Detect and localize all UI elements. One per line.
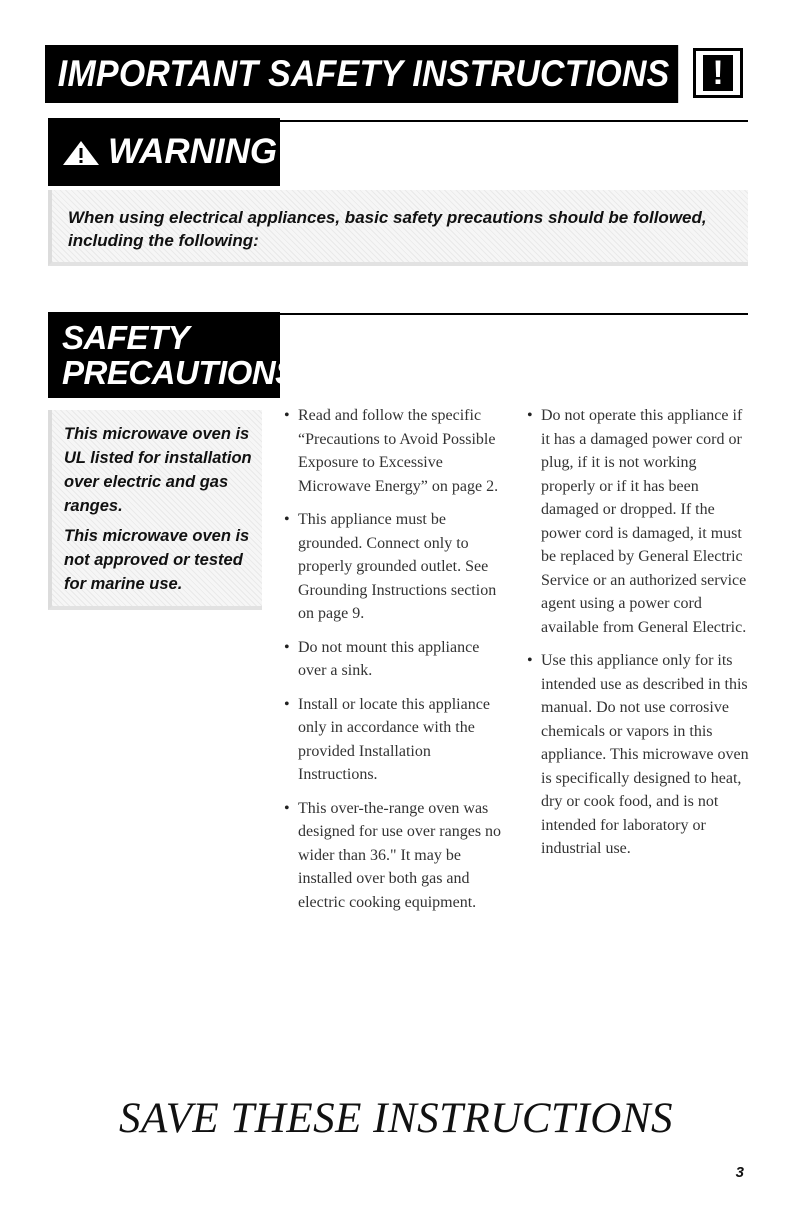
alert-icon bbox=[693, 48, 743, 98]
list-item: • This appliance must be grounded. Connect only to properly grounded outlet. See Grounding Instructions section on page 9. bbox=[282, 508, 510, 626]
list-item: • Use this appliance only for its intended use as described in this manual. Do not use corrosive chemicals or vapors in this appliance. This microwave oven is specifically designed to heat, dry or cook food, and is not intended for laboratory or industrial use. bbox=[525, 649, 753, 861]
list-item: • Do not mount this appliance over a sink. bbox=[282, 636, 510, 683]
precautions-column-1 bbox=[282, 404, 510, 924]
page-banner-title: IMPORTANT SAFETY INSTRUCTIONS bbox=[45, 45, 678, 103]
page-number: 3 bbox=[735, 1164, 744, 1181]
safety-title-line2: PRECAUTIONS bbox=[62, 354, 297, 391]
warning-heading bbox=[48, 118, 280, 186]
list-item: • This over-the-range oven was designed for use over ranges no wider than 36." It may be installed over both gas and electric cooking equipment. bbox=[282, 797, 510, 915]
sidebar-note-paragraph: This microwave oven is not approved or tested for marine use. bbox=[64, 527, 250, 593]
sidebar-note bbox=[48, 410, 262, 610]
warning-triangle-icon bbox=[62, 140, 100, 166]
exclamation-icon: ! bbox=[703, 55, 733, 91]
sidebar-note-paragraph: This microwave oven is UL listed for installation over electric and gas ranges. bbox=[64, 425, 252, 515]
warning-intro-text: When using electrical appliances, basic safety precautions should be followed, including the following: bbox=[48, 190, 748, 266]
precautions-column-2 bbox=[525, 404, 753, 871]
list-item: • Do not operate this appliance if it has a damaged power cord or plug, if it is not working properly or if it has been damaged or dropped. If the power cord is damaged, it must be replaced by General Electric Service or an authorized service agent using a power cord available from General Electric. bbox=[525, 404, 753, 639]
safety-precautions-heading bbox=[48, 312, 297, 398]
safety-rule-divider bbox=[280, 313, 748, 315]
list-item: • Read and follow the specific “Precautions to Avoid Possible Exposure to Excessive Microwave Energy” on page 2. bbox=[282, 404, 510, 498]
save-instructions-footer: SAVE THESE INSTRUCTIONS bbox=[118, 1095, 674, 1142]
warning-label: WARNING bbox=[108, 132, 278, 171]
warning-rule-divider bbox=[280, 120, 748, 122]
list-item: • Install or locate this appliance only in accordance with the provided Installation Instructions. bbox=[282, 693, 510, 787]
safety-title-line1: SAFETY bbox=[62, 319, 190, 356]
